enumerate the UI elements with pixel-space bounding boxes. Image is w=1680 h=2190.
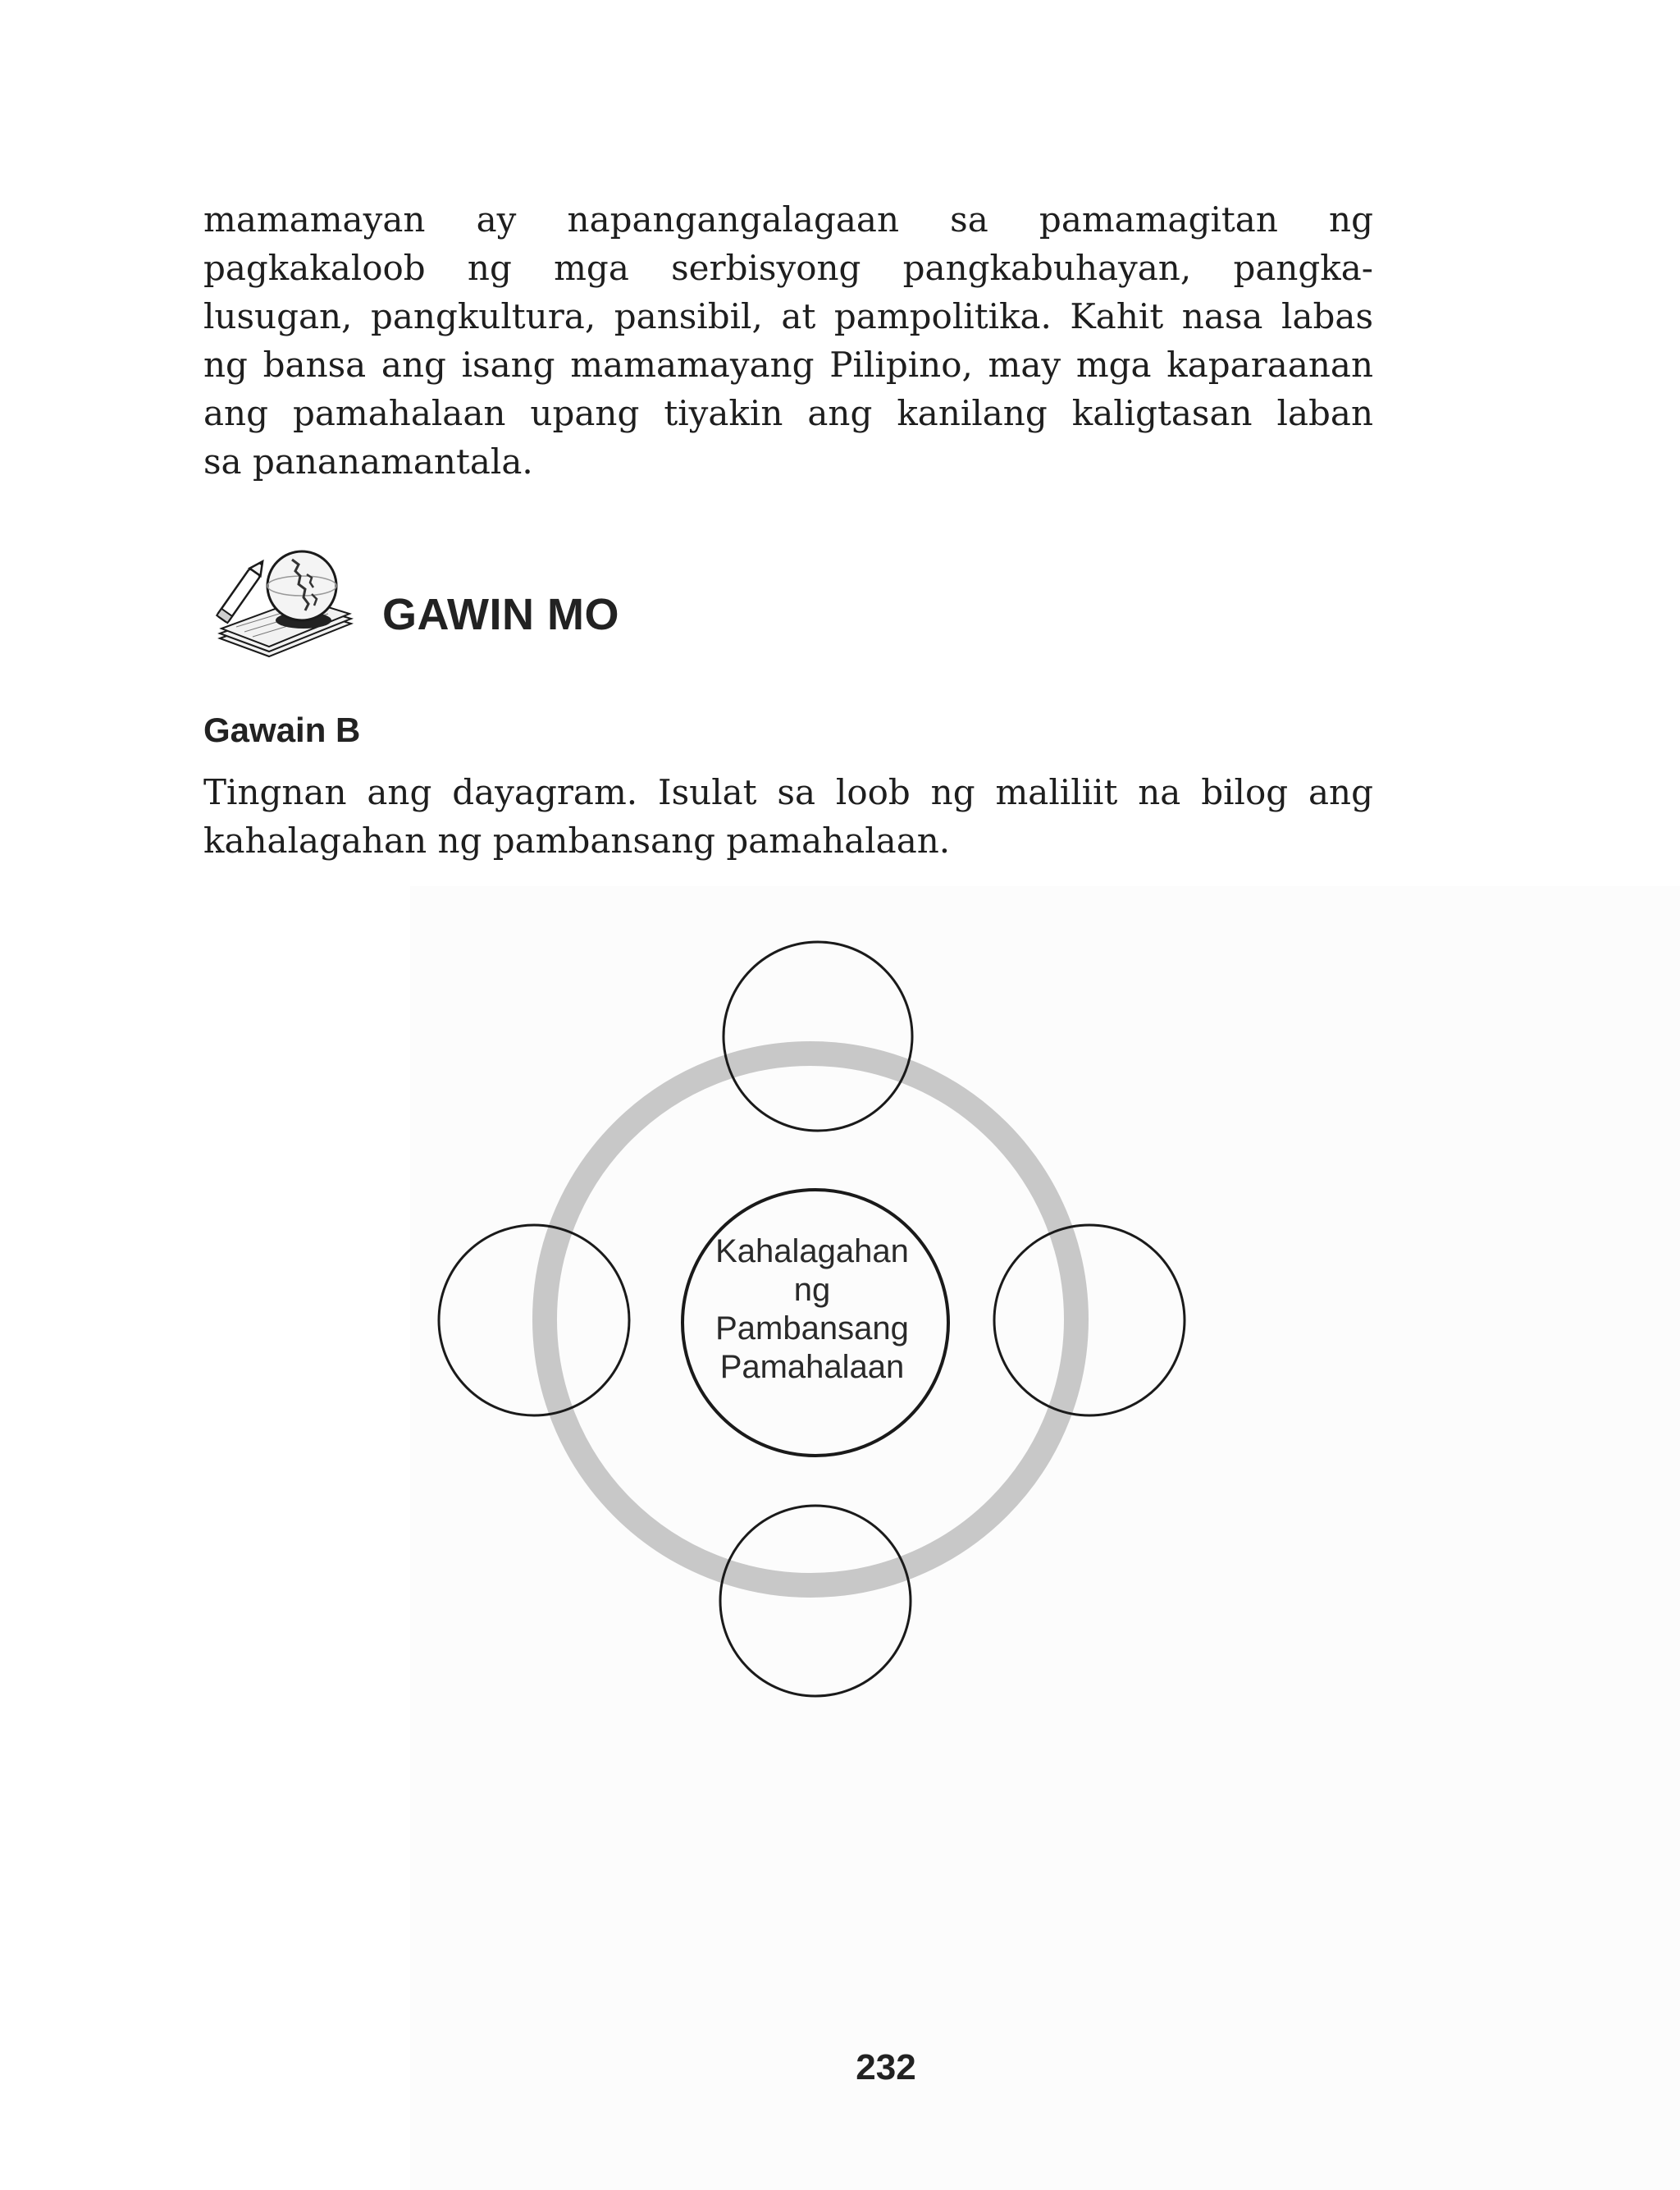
center-label-line: Kahalagahan [715, 1233, 909, 1269]
globe-pencil-notebook-icon [203, 542, 368, 665]
paragraph-line: pagkakaloob ng mga serbisyong pangkabuhayan, pangka- [203, 248, 1373, 288]
instruction-line: Tingnan ang dayagram. Isulat sa loob ng maliliit na bilog ang [203, 772, 1373, 812]
center-label-line: ng [793, 1272, 831, 1308]
page-background [410, 886, 1680, 2190]
paragraph-line: mamamayan ay napangangalagaan sa pamamagitan ng [203, 199, 1373, 240]
center-label-line: Pamahalaan [719, 1349, 905, 1385]
activity-instruction [203, 768, 1373, 865]
paragraph-line: ang pamahalaan upang tiyakin ang kanilang kaligtasan laban [203, 393, 1373, 433]
intro-paragraph [203, 195, 1373, 486]
instruction-line: kahalagahan ng pambansang pamahalaan. [203, 821, 951, 861]
section-heading: GAWIN MO [382, 590, 619, 639]
center-label-line: Pambansang [715, 1310, 909, 1346]
center-label [681, 1232, 943, 1387]
paragraph-line: sa pananamantala. [203, 441, 533, 482]
paragraph-line: ng bansa ang isang mamamayang Pilipino, may mga kaparaanan [203, 345, 1373, 385]
activity-title: Gawain B [203, 711, 361, 749]
page-number: 232 [856, 2047, 916, 2087]
paragraph-line: lusugan, pangkultura, pansibil, at pampolitika. Kahit nasa labas [203, 296, 1373, 336]
